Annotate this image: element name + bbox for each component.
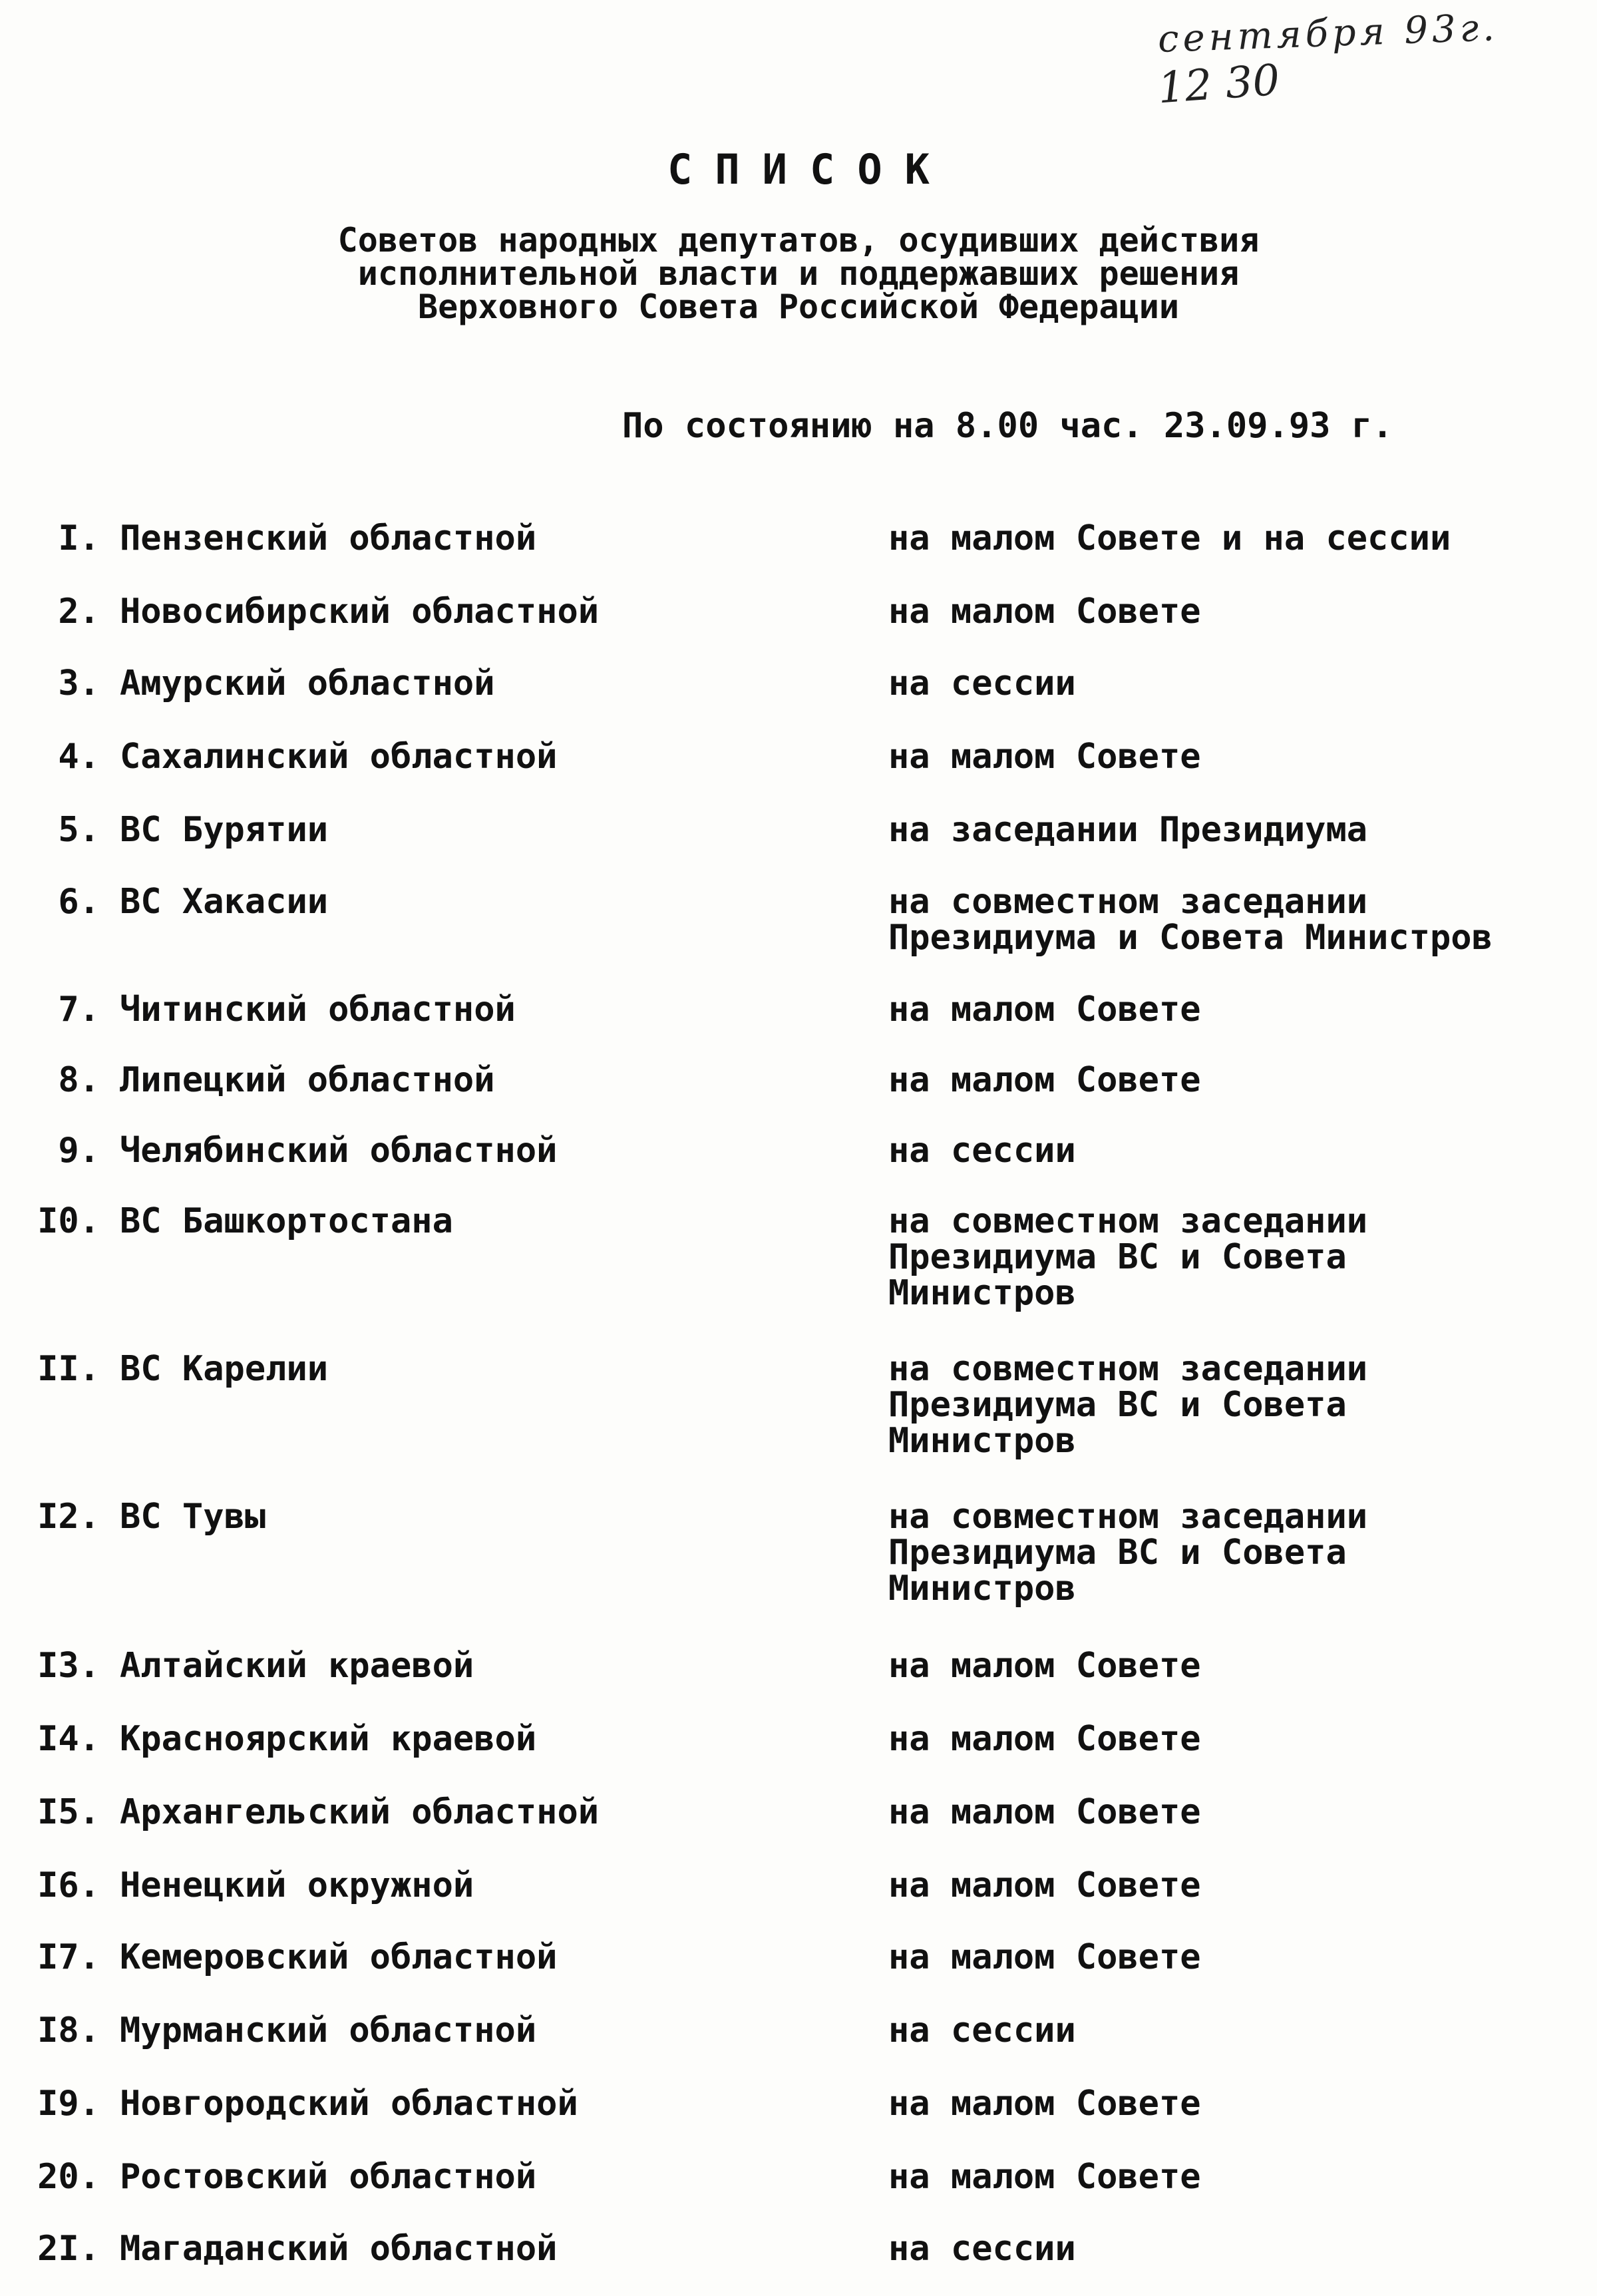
- item-body: на малом Совете: [888, 2157, 1201, 2197]
- item-council-name: Новгородский областной: [120, 2084, 578, 2124]
- subtitle-line: Советов народных депутатов, осудивших действия: [337, 221, 1260, 260]
- item-body: на малом Совете: [888, 1719, 1201, 1759]
- item-council-name: ВС Карелии: [120, 1349, 329, 1389]
- item-body: на сессии: [888, 664, 1076, 703]
- item-council-name: Челябинский областной: [120, 1131, 558, 1171]
- item-number: 2I.: [37, 2229, 100, 2269]
- item-number: I7.: [37, 1937, 100, 1977]
- item-body: на малом Совете: [888, 737, 1201, 777]
- item-number: I9.: [37, 2084, 100, 2124]
- document-title: СПИСОК: [667, 145, 952, 194]
- item-body: на совместном заседании Президиума и Совета Министров: [888, 882, 1493, 958]
- item-number: 6.: [58, 882, 100, 922]
- item-number: I2.: [37, 1497, 100, 1537]
- item-body: на малом Совете: [888, 1646, 1201, 1686]
- subtitle-line: исполнительной власти и поддержавших решения: [357, 254, 1240, 293]
- item-number: I.: [58, 518, 100, 558]
- item-council-name: Кемеровский областной: [120, 1937, 558, 1977]
- item-council-name: ВС Хакасии: [120, 882, 329, 922]
- item-council-name: Архангельский областной: [120, 1792, 600, 1832]
- item-council-name: Мурманский областной: [120, 2010, 537, 2050]
- item-council-name: Сахалинский областной: [120, 737, 558, 777]
- item-body: на малом Совете: [888, 1865, 1201, 1905]
- item-body: на малом Совете: [888, 1937, 1201, 1977]
- item-number: 4.: [58, 737, 100, 777]
- item-council-name: Новосибирский областной: [120, 592, 600, 632]
- item-number: 7.: [58, 990, 100, 1030]
- item-number: I3.: [37, 1646, 100, 1686]
- item-council-name: Ростовский областной: [120, 2157, 537, 2197]
- item-council-name: Липецкий областной: [120, 1060, 495, 1100]
- item-number: 9.: [58, 1131, 100, 1171]
- item-body: на совместном заседании Президиума ВС и Совета Министров: [888, 1349, 1368, 1461]
- item-number: 8.: [58, 1060, 100, 1100]
- item-number: I4.: [37, 1719, 100, 1759]
- item-council-name: Красноярский краевой: [120, 1719, 537, 1759]
- as-of-date: По состоянию на 8.00 час. 23.09.93 г.: [622, 406, 1393, 446]
- item-council-name: ВС Тувы: [120, 1497, 266, 1537]
- subtitle-line: Верховного Совета Российской Федерации: [418, 287, 1179, 326]
- item-body: на сессии: [888, 1131, 1076, 1171]
- item-council-name: Магаданский областной: [120, 2229, 558, 2269]
- handwritten-time-note: 12 30: [1156, 55, 1282, 114]
- item-council-name: Алтайский краевой: [120, 1646, 474, 1686]
- item-body: на сессии: [888, 2229, 1076, 2269]
- item-council-name: ВС Башкортостана: [120, 1201, 453, 1241]
- item-council-name: Пензенский областной: [120, 518, 537, 558]
- item-body: на заседании Президиума: [888, 810, 1368, 850]
- item-number: I8.: [37, 2010, 100, 2050]
- item-number: 2.: [58, 592, 100, 632]
- item-number: 20.: [37, 2157, 100, 2197]
- item-number: I0.: [37, 1201, 100, 1241]
- item-body: на малом Совете: [888, 592, 1201, 632]
- item-body: на совместном заседании Президиума ВС и Совета Министров: [888, 1497, 1368, 1609]
- item-body: на малом Совете: [888, 990, 1201, 1030]
- item-body: на совместном заседании Президиума ВС и Совета Министров: [888, 1201, 1368, 1313]
- item-body: на сессии: [888, 2010, 1076, 2050]
- handwritten-date-note: сентября 93г.: [1157, 6, 1499, 61]
- item-council-name: Читинский областной: [120, 990, 516, 1030]
- item-body: на малом Совете и на сессии: [888, 518, 1451, 558]
- item-number: II.: [37, 1349, 100, 1389]
- item-council-name: ВС Бурятии: [120, 810, 329, 850]
- item-council-name: Ненецкий окружной: [120, 1865, 474, 1905]
- item-body: на малом Совете: [888, 2084, 1201, 2124]
- item-number: I6.: [37, 1865, 100, 1905]
- item-body: на малом Совете: [888, 1792, 1201, 1832]
- item-number: 5.: [58, 810, 100, 850]
- item-council-name: Амурский областной: [120, 664, 495, 703]
- item-body: на малом Совете: [888, 1060, 1201, 1100]
- item-number: I5.: [37, 1792, 100, 1832]
- item-number: 3.: [58, 664, 100, 703]
